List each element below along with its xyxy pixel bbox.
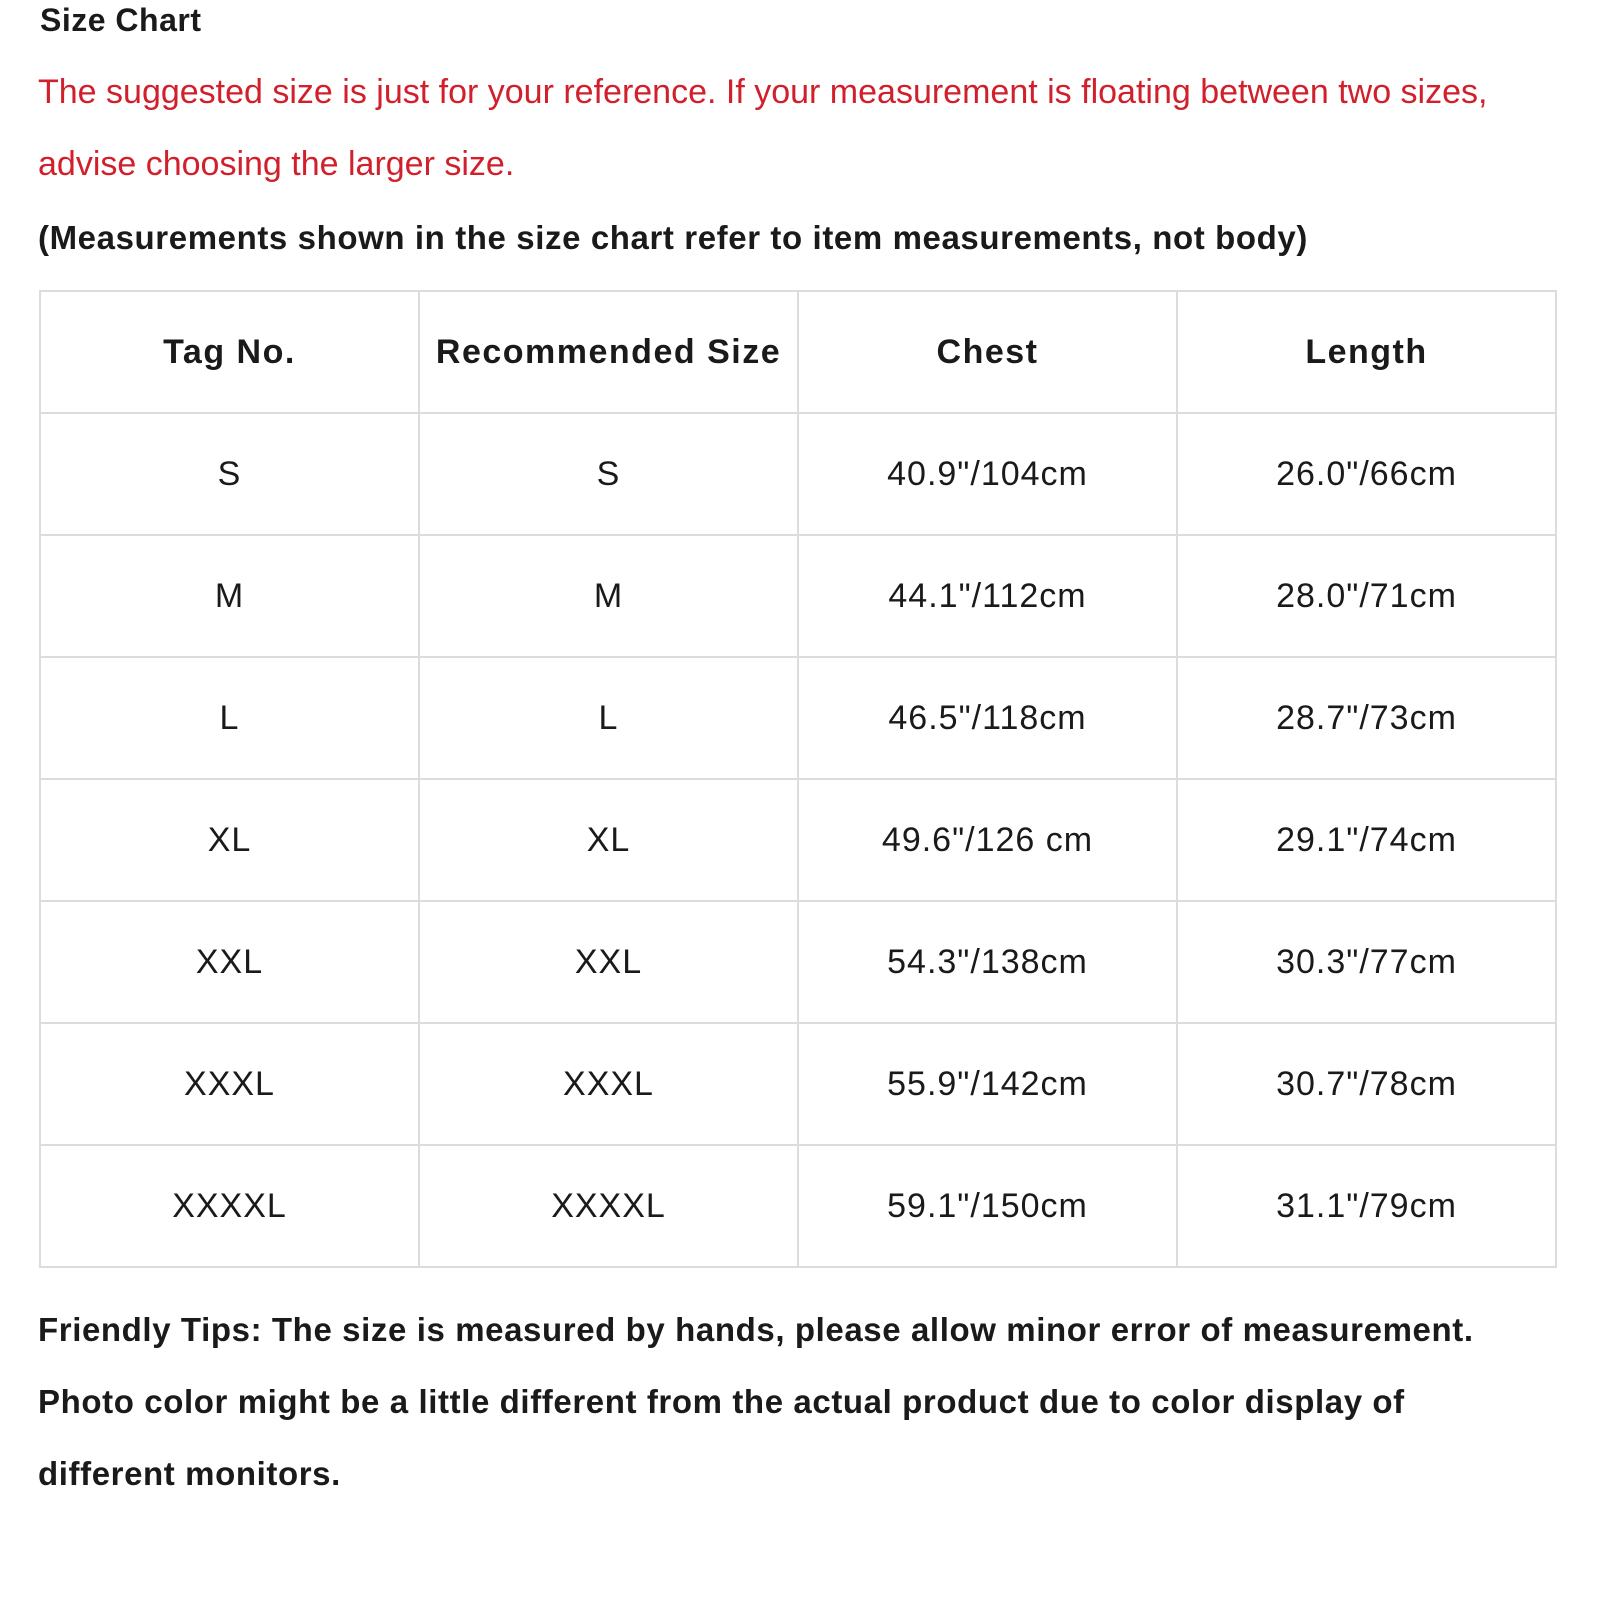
cell-chest: 46.5"/118cm — [798, 657, 1177, 779]
color-tip: Photo color might be a little different from the actual product due to color display of different monitors. — [38, 1383, 1405, 1492]
size-notice: The suggested size is just for your reference. If your measurement is floating between two sizes, advise choosing the larger size. — [38, 73, 1488, 183]
table-row — [40, 1145, 1556, 1267]
cell-tag-no: M — [40, 535, 419, 657]
size-table — [39, 290, 1557, 1268]
cell-length: 30.7"/78cm — [1177, 1023, 1556, 1145]
header-chest: Chest — [798, 291, 1177, 413]
cell-length: 28.7"/73cm — [1177, 657, 1556, 779]
cell-chest: 59.1"/150cm — [798, 1145, 1177, 1267]
header-recommended-size: Recommended Size — [419, 291, 798, 413]
cell-chest: 49.6"/126 cm — [798, 779, 1177, 901]
friendly-tip: Friendly Tips: The size is measured by hands, please allow minor error of measurement. — [38, 1311, 1474, 1348]
tips-section — [38, 1294, 1538, 1510]
header-tag-no: Tag No. — [40, 291, 419, 413]
page-title: Size Chart — [40, 2, 202, 38]
table-row — [40, 1023, 1556, 1145]
table-row — [40, 535, 1556, 657]
cell-recommended-size: S — [419, 413, 798, 535]
table-header-row — [40, 291, 1556, 413]
cell-chest: 54.3"/138cm — [798, 901, 1177, 1023]
cell-tag-no: XXL — [40, 901, 419, 1023]
cell-length: 26.0"/66cm — [1177, 413, 1556, 535]
cell-chest: 44.1"/112cm — [798, 535, 1177, 657]
cell-recommended-size: XXXXL — [419, 1145, 798, 1267]
table-row — [40, 901, 1556, 1023]
cell-recommended-size: XL — [419, 779, 798, 901]
cell-tag-no: XXXXL — [40, 1145, 419, 1267]
cell-chest: 40.9"/104cm — [798, 413, 1177, 535]
table-row — [40, 413, 1556, 535]
cell-length: 28.0"/71cm — [1177, 535, 1556, 657]
cell-length: 31.1"/79cm — [1177, 1145, 1556, 1267]
cell-chest: 55.9"/142cm — [798, 1023, 1177, 1145]
cell-recommended-size: XXXL — [419, 1023, 798, 1145]
cell-tag-no: XL — [40, 779, 419, 901]
cell-tag-no: S — [40, 413, 419, 535]
cell-recommended-size: M — [419, 535, 798, 657]
table-row — [40, 657, 1556, 779]
cell-recommended-size: XXL — [419, 901, 798, 1023]
cell-tag-no: L — [40, 657, 419, 779]
cell-length: 29.1"/74cm — [1177, 779, 1556, 901]
table-row — [40, 779, 1556, 901]
header-length: Length — [1177, 291, 1556, 413]
measurement-note: (Measurements shown in the size chart refer to item measurements, not body) — [38, 219, 1308, 256]
cell-length: 30.3"/77cm — [1177, 901, 1556, 1023]
cell-tag-no: XXXL — [40, 1023, 419, 1145]
cell-recommended-size: L — [419, 657, 798, 779]
